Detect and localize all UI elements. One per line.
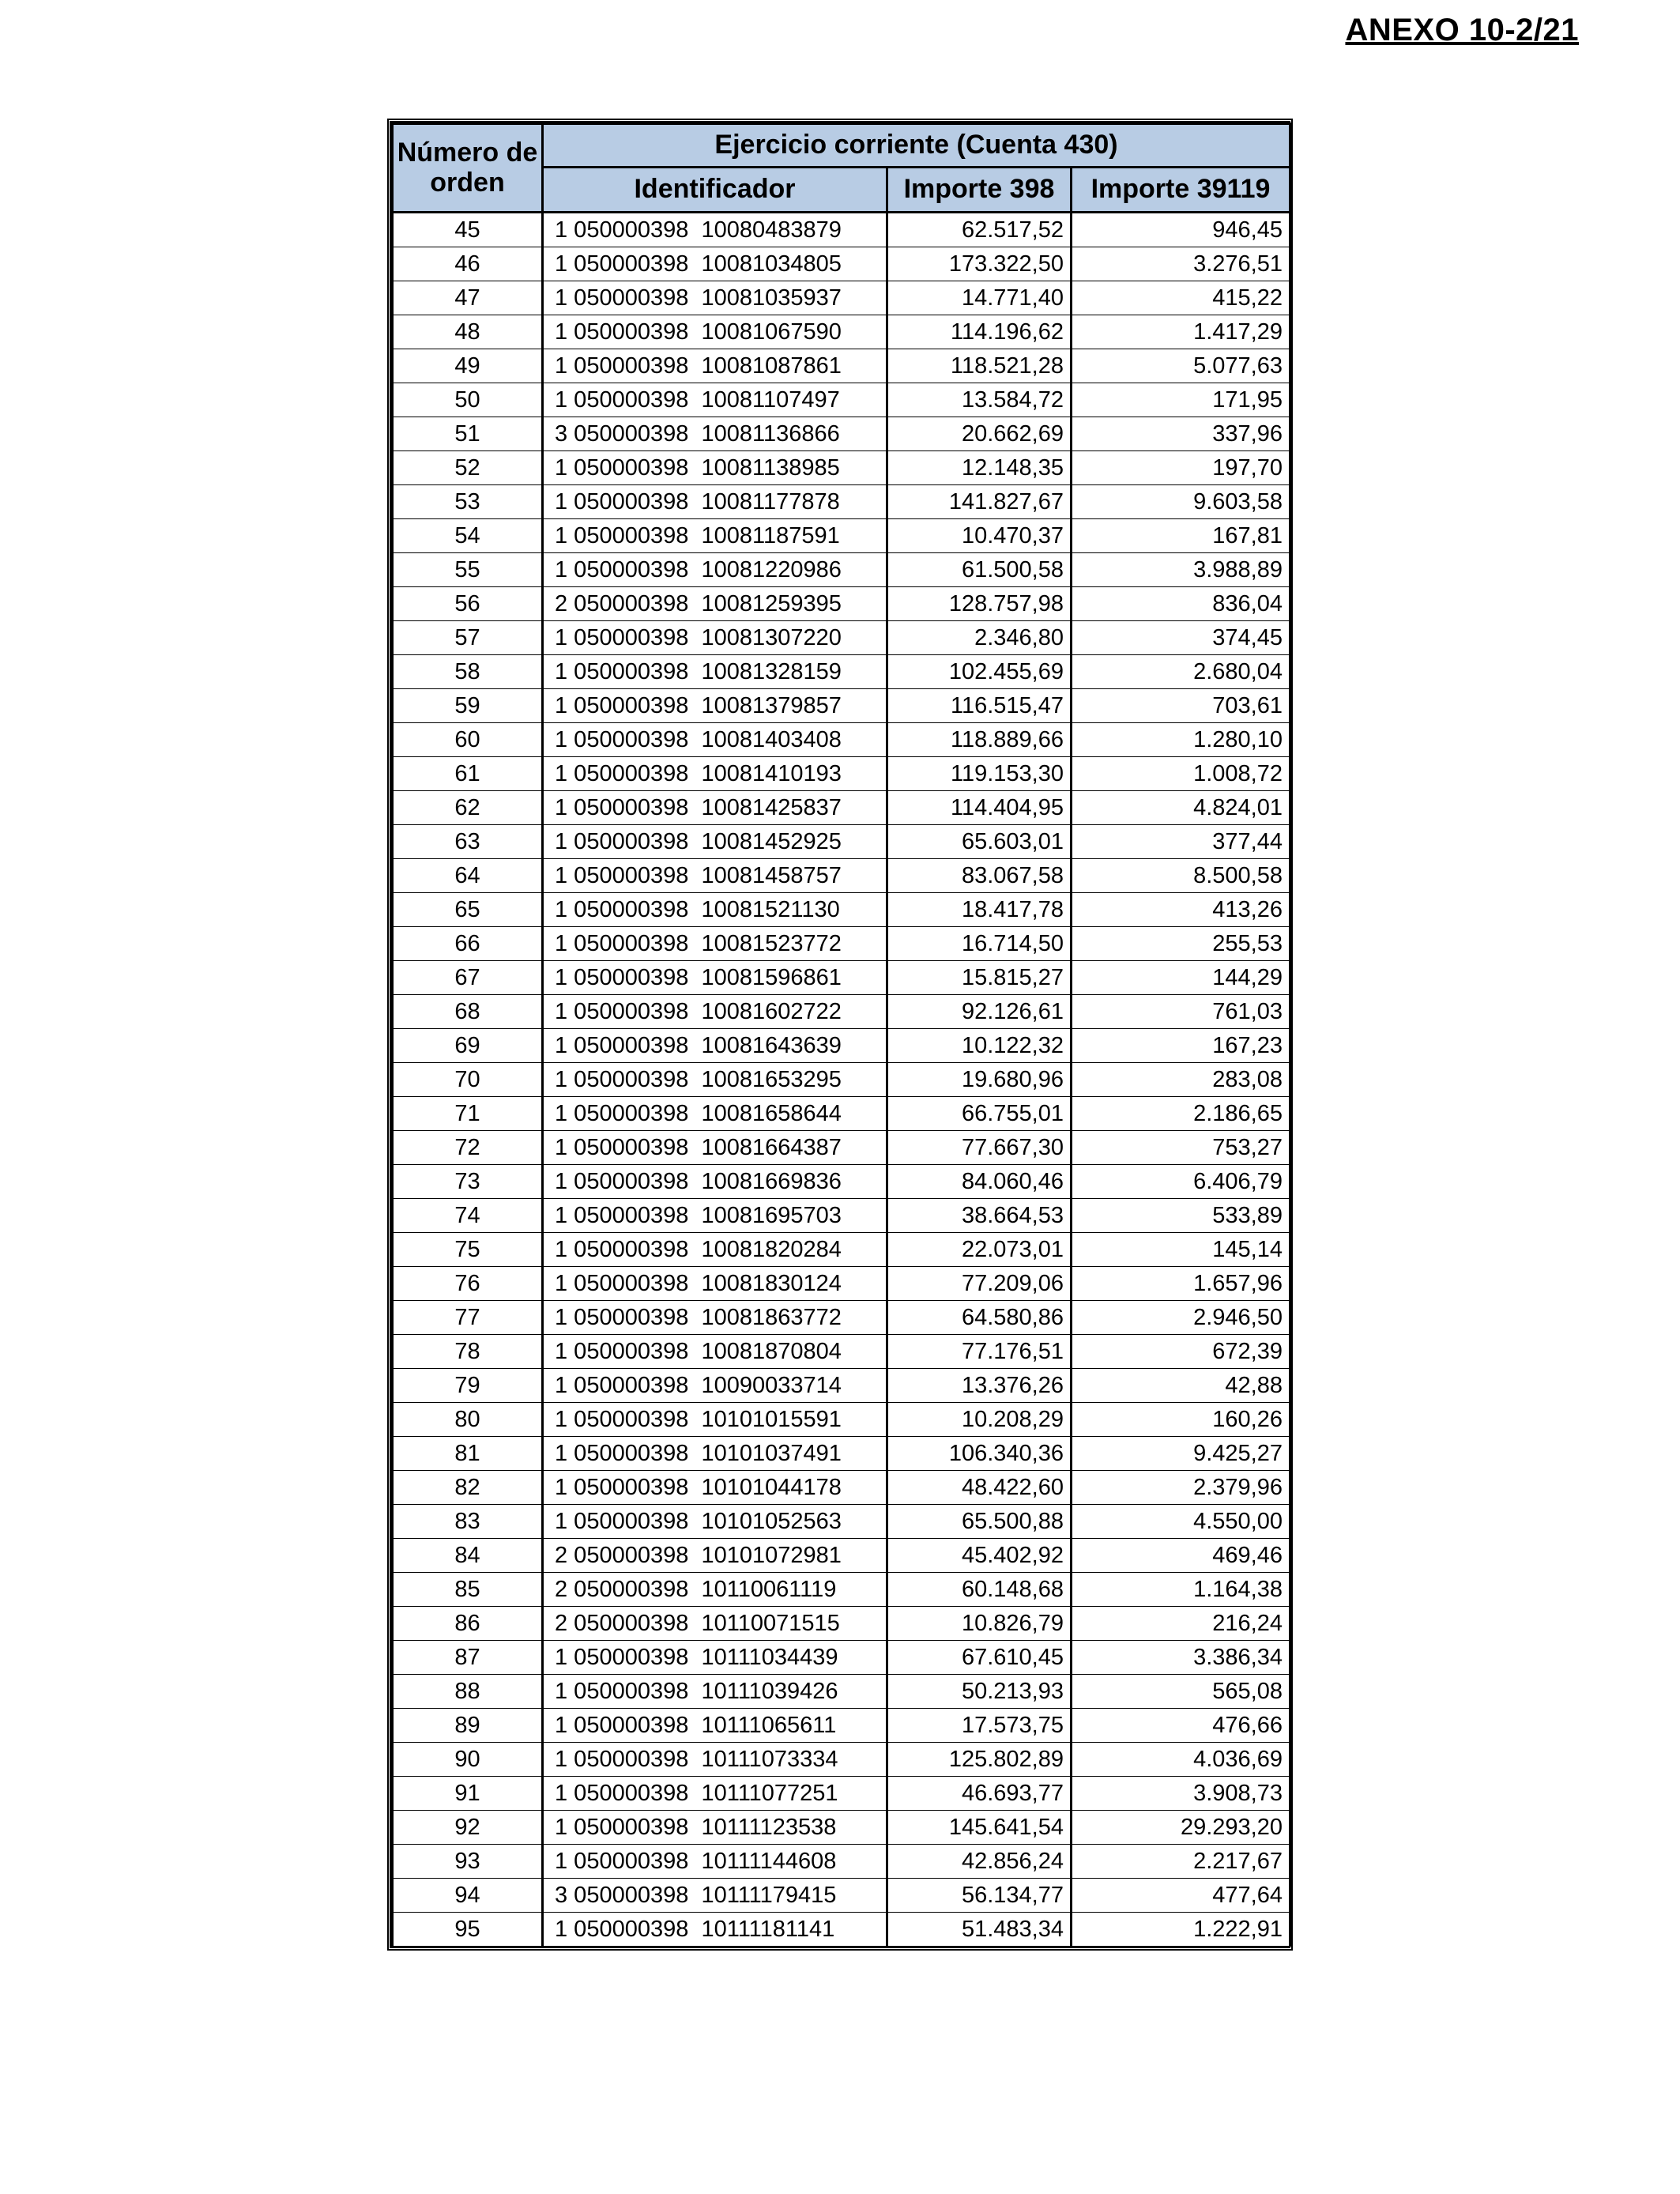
order-number-cell: 73	[393, 1165, 543, 1199]
identificador-cell: 1 050000398 10081107497	[543, 383, 887, 417]
identificador-cell: 1 050000398 10081410193	[543, 757, 887, 791]
importe-39119-cell: 145,14	[1072, 1233, 1290, 1267]
importe-39119-cell: 216,24	[1072, 1607, 1290, 1641]
importe-39119-cell: 672,39	[1072, 1335, 1290, 1369]
importe-398-cell: 145.641,54	[887, 1811, 1072, 1845]
importe-39119-cell: 476,66	[1072, 1709, 1290, 1743]
order-number-cell: 54	[393, 519, 543, 553]
importe-398-cell: 116.515,47	[887, 689, 1072, 723]
identificador-cell: 1 050000398 10081643639	[543, 1029, 887, 1063]
table-row	[393, 1369, 1290, 1403]
importe-39119-cell: 1.417,29	[1072, 315, 1290, 349]
identificador-cell: 1 050000398 10111034439	[543, 1641, 887, 1675]
table-row	[393, 961, 1290, 995]
importe-39119-cell: 565,08	[1072, 1675, 1290, 1709]
importe-39119-cell: 1.280,10	[1072, 723, 1290, 757]
order-number-cell: 57	[393, 621, 543, 655]
header-group-ejercicio: Ejercicio corriente (Cuenta 430)	[543, 124, 1290, 168]
importe-398-cell: 19.680,96	[887, 1063, 1072, 1097]
order-number-cell: 63	[393, 825, 543, 859]
order-number-cell: 75	[393, 1233, 543, 1267]
importe-39119-cell: 167,81	[1072, 519, 1290, 553]
order-number-cell: 88	[393, 1675, 543, 1709]
importe-398-cell: 17.573,75	[887, 1709, 1072, 1743]
importe-39119-cell: 703,61	[1072, 689, 1290, 723]
importe-39119-cell: 144,29	[1072, 961, 1290, 995]
identificador-cell: 1 050000398 10081602722	[543, 995, 887, 1029]
accounts-table	[391, 123, 1291, 1947]
importe-398-cell: 92.126,61	[887, 995, 1072, 1029]
importe-398-cell: 16.714,50	[887, 927, 1072, 961]
identificador-cell: 1 050000398 10101037491	[543, 1437, 887, 1471]
order-number-cell: 59	[393, 689, 543, 723]
importe-398-cell: 118.889,66	[887, 723, 1072, 757]
importe-398-cell: 62.517,52	[887, 213, 1072, 247]
identificador-cell: 1 050000398 10081596861	[543, 961, 887, 995]
importe-39119-cell: 3.276,51	[1072, 247, 1290, 281]
importe-39119-cell: 5.077,63	[1072, 349, 1290, 383]
identificador-cell: 1 050000398 10081403408	[543, 723, 887, 757]
table-row	[393, 621, 1290, 655]
importe-398-cell: 10.122,32	[887, 1029, 1072, 1063]
order-number-cell: 93	[393, 1845, 543, 1879]
importe-39119-cell: 4.824,01	[1072, 791, 1290, 825]
order-number-cell: 90	[393, 1743, 543, 1777]
identificador-cell: 1 050000398 10081695703	[543, 1199, 887, 1233]
order-number-cell: 53	[393, 485, 543, 519]
header-order-number: Número de orden	[393, 124, 543, 213]
importe-398-cell: 128.757,98	[887, 587, 1072, 621]
table-row	[393, 281, 1290, 315]
table-row	[393, 1165, 1290, 1199]
order-number-cell: 67	[393, 961, 543, 995]
order-number-cell: 86	[393, 1607, 543, 1641]
importe-39119-cell: 29.293,20	[1072, 1811, 1290, 1845]
identificador-cell: 1 050000398 10111077251	[543, 1777, 887, 1811]
order-number-cell: 64	[393, 859, 543, 893]
order-number-cell: 48	[393, 315, 543, 349]
table-row	[393, 315, 1290, 349]
importe-398-cell: 12.148,35	[887, 451, 1072, 485]
order-number-cell: 80	[393, 1403, 543, 1437]
order-number-cell: 50	[393, 383, 543, 417]
order-number-cell: 55	[393, 553, 543, 587]
importe-398-cell: 66.755,01	[887, 1097, 1072, 1131]
header-identificador: Identificador	[543, 168, 887, 213]
importe-398-cell: 10.208,29	[887, 1403, 1072, 1437]
identificador-cell: 1 050000398 10081067590	[543, 315, 887, 349]
identificador-cell: 1 050000398 10081087861	[543, 349, 887, 383]
order-number-cell: 68	[393, 995, 543, 1029]
identificador-cell: 1 050000398 10081187591	[543, 519, 887, 553]
table-row	[393, 1063, 1290, 1097]
table-row	[393, 927, 1290, 961]
identificador-cell: 1 050000398 10081664387	[543, 1131, 887, 1165]
table-row	[393, 485, 1290, 519]
table-row	[393, 893, 1290, 927]
table-row	[393, 1097, 1290, 1131]
table-row	[393, 1437, 1290, 1471]
importe-398-cell: 15.815,27	[887, 961, 1072, 995]
importe-39119-cell: 533,89	[1072, 1199, 1290, 1233]
table-row	[393, 1743, 1290, 1777]
importe-39119-cell: 3.908,73	[1072, 1777, 1290, 1811]
identificador-cell: 1 050000398 10101015591	[543, 1403, 887, 1437]
identificador-cell: 3 050000398 10081136866	[543, 417, 887, 451]
order-number-cell: 56	[393, 587, 543, 621]
table-row	[393, 1505, 1290, 1539]
order-number-cell: 77	[393, 1301, 543, 1335]
identificador-cell: 1 050000398 10111123538	[543, 1811, 887, 1845]
table-row	[393, 1709, 1290, 1743]
order-number-cell: 85	[393, 1573, 543, 1607]
order-number-cell: 61	[393, 757, 543, 791]
importe-39119-cell: 1.222,91	[1072, 1913, 1290, 1947]
importe-39119-cell: 9.425,27	[1072, 1437, 1290, 1471]
order-number-cell: 83	[393, 1505, 543, 1539]
importe-39119-cell: 413,26	[1072, 893, 1290, 927]
importe-398-cell: 45.402,92	[887, 1539, 1072, 1573]
order-number-cell: 79	[393, 1369, 543, 1403]
importe-39119-cell: 9.603,58	[1072, 485, 1290, 519]
identificador-cell: 1 050000398 10081521130	[543, 893, 887, 927]
table-row	[393, 247, 1290, 281]
order-number-cell: 92	[393, 1811, 543, 1845]
importe-398-cell: 83.067,58	[887, 859, 1072, 893]
importe-398-cell: 50.213,93	[887, 1675, 1072, 1709]
table-row	[393, 553, 1290, 587]
identificador-cell: 1 050000398 10081653295	[543, 1063, 887, 1097]
importe-398-cell: 102.455,69	[887, 655, 1072, 689]
table-row	[393, 349, 1290, 383]
importe-398-cell: 84.060,46	[887, 1165, 1072, 1199]
table-row	[393, 655, 1290, 689]
order-number-cell: 78	[393, 1335, 543, 1369]
importe-39119-cell: 2.946,50	[1072, 1301, 1290, 1335]
importe-39119-cell: 836,04	[1072, 587, 1290, 621]
identificador-cell: 1 050000398 10081379857	[543, 689, 887, 723]
identificador-cell: 1 050000398 10111073334	[543, 1743, 887, 1777]
table-row	[393, 1267, 1290, 1301]
order-number-cell: 46	[393, 247, 543, 281]
identificador-cell: 2 050000398 10101072981	[543, 1539, 887, 1573]
table-row	[393, 1199, 1290, 1233]
identificador-cell: 1 050000398 10081870804	[543, 1335, 887, 1369]
importe-39119-cell: 2.379,96	[1072, 1471, 1290, 1505]
identificador-cell: 1 050000398 10081830124	[543, 1267, 887, 1301]
order-number-cell: 62	[393, 791, 543, 825]
table-row	[393, 383, 1290, 417]
importe-398-cell: 46.693,77	[887, 1777, 1072, 1811]
importe-39119-cell: 761,03	[1072, 995, 1290, 1029]
importe-39119-cell: 3.386,34	[1072, 1641, 1290, 1675]
importe-39119-cell: 1.164,38	[1072, 1573, 1290, 1607]
order-number-cell: 47	[393, 281, 543, 315]
order-number-cell: 74	[393, 1199, 543, 1233]
importe-398-cell: 173.322,50	[887, 247, 1072, 281]
importe-398-cell: 60.148,68	[887, 1573, 1072, 1607]
importe-398-cell: 114.196,62	[887, 315, 1072, 349]
identificador-cell: 1 050000398 10111144608	[543, 1845, 887, 1879]
identificador-cell: 1 050000398 10111181141	[543, 1913, 887, 1947]
identificador-cell: 1 050000398 10111065611	[543, 1709, 887, 1743]
order-number-cell: 52	[393, 451, 543, 485]
table-body	[393, 213, 1290, 1947]
order-number-cell: 60	[393, 723, 543, 757]
header-importe-39119: Importe 39119	[1072, 168, 1290, 213]
importe-398-cell: 10.470,37	[887, 519, 1072, 553]
importe-39119-cell: 753,27	[1072, 1131, 1290, 1165]
identificador-cell: 1 050000398 10081034805	[543, 247, 887, 281]
importe-398-cell: 77.176,51	[887, 1335, 1072, 1369]
importe-398-cell: 77.667,30	[887, 1131, 1072, 1165]
table-row	[393, 1539, 1290, 1573]
identificador-cell: 1 050000398 10081328159	[543, 655, 887, 689]
identificador-cell: 1 050000398 10101044178	[543, 1471, 887, 1505]
table-row	[393, 791, 1290, 825]
importe-398-cell: 20.662,69	[887, 417, 1072, 451]
identificador-cell: 1 050000398 10090033714	[543, 1369, 887, 1403]
table-row	[393, 213, 1290, 247]
identificador-cell: 1 050000398 10081138985	[543, 451, 887, 485]
table-row	[393, 1845, 1290, 1879]
table-row	[393, 1335, 1290, 1369]
importe-39119-cell: 946,45	[1072, 213, 1290, 247]
importe-398-cell: 77.209,06	[887, 1267, 1072, 1301]
table-row	[393, 451, 1290, 485]
order-number-cell: 70	[393, 1063, 543, 1097]
importe-39119-cell: 2.680,04	[1072, 655, 1290, 689]
importe-39119-cell: 6.406,79	[1072, 1165, 1290, 1199]
importe-39119-cell: 160,26	[1072, 1403, 1290, 1437]
order-number-cell: 81	[393, 1437, 543, 1471]
order-number-cell: 91	[393, 1777, 543, 1811]
order-number-cell: 95	[393, 1913, 543, 1947]
table-row	[393, 825, 1290, 859]
table-row	[393, 1471, 1290, 1505]
order-number-cell: 65	[393, 893, 543, 927]
importe-39119-cell: 197,70	[1072, 451, 1290, 485]
table-row	[393, 1777, 1290, 1811]
importe-39119-cell: 477,64	[1072, 1879, 1290, 1913]
order-number-cell: 76	[393, 1267, 543, 1301]
importe-39119-cell: 42,88	[1072, 1369, 1290, 1403]
identificador-cell: 1 050000398 10081220986	[543, 553, 887, 587]
importe-398-cell: 61.500,58	[887, 553, 1072, 587]
annex-label: ANEXO 10-2/21	[1345, 13, 1579, 47]
table-row	[393, 519, 1290, 553]
order-number-cell: 69	[393, 1029, 543, 1063]
order-number-cell: 58	[393, 655, 543, 689]
table-row	[393, 1913, 1290, 1947]
importe-398-cell: 48.422,60	[887, 1471, 1072, 1505]
table-row	[393, 1641, 1290, 1675]
importe-398-cell: 14.771,40	[887, 281, 1072, 315]
importe-398-cell: 13.376,26	[887, 1369, 1072, 1403]
importe-398-cell: 13.584,72	[887, 383, 1072, 417]
identificador-cell: 1 050000398 10081452925	[543, 825, 887, 859]
order-number-cell: 82	[393, 1471, 543, 1505]
identificador-cell: 1 050000398 10081307220	[543, 621, 887, 655]
identificador-cell: 1 050000398 10081820284	[543, 1233, 887, 1267]
importe-39119-cell: 171,95	[1072, 383, 1290, 417]
table-row	[393, 1811, 1290, 1845]
importe-39119-cell: 4.550,00	[1072, 1505, 1290, 1539]
order-number-cell: 45	[393, 213, 543, 247]
data-table-frame	[387, 119, 1293, 1951]
importe-39119-cell: 283,08	[1072, 1063, 1290, 1097]
importe-39119-cell: 167,23	[1072, 1029, 1290, 1063]
importe-39119-cell: 3.988,89	[1072, 553, 1290, 587]
identificador-cell: 1 050000398 10081863772	[543, 1301, 887, 1335]
table-row	[393, 1301, 1290, 1335]
importe-398-cell: 42.856,24	[887, 1845, 1072, 1879]
importe-39119-cell: 255,53	[1072, 927, 1290, 961]
identificador-cell: 1 050000398 10081458757	[543, 859, 887, 893]
importe-398-cell: 119.153,30	[887, 757, 1072, 791]
importe-398-cell: 67.610,45	[887, 1641, 1072, 1675]
importe-39119-cell: 1.008,72	[1072, 757, 1290, 791]
importe-39119-cell: 377,44	[1072, 825, 1290, 859]
importe-39119-cell: 415,22	[1072, 281, 1290, 315]
table-row	[393, 1403, 1290, 1437]
order-number-cell: 66	[393, 927, 543, 961]
importe-398-cell: 18.417,78	[887, 893, 1072, 927]
identificador-cell: 1 050000398 10101052563	[543, 1505, 887, 1539]
importe-39119-cell: 4.036,69	[1072, 1743, 1290, 1777]
importe-39119-cell: 1.657,96	[1072, 1267, 1290, 1301]
header-importe-398: Importe 398	[887, 168, 1072, 213]
table-row	[393, 1573, 1290, 1607]
order-number-cell: 51	[393, 417, 543, 451]
order-number-cell: 84	[393, 1539, 543, 1573]
importe-39119-cell: 8.500,58	[1072, 859, 1290, 893]
order-number-cell: 89	[393, 1709, 543, 1743]
identificador-cell: 2 050000398 10110061119	[543, 1573, 887, 1607]
identificador-cell: 1 050000398 10081177878	[543, 485, 887, 519]
order-number-cell: 72	[393, 1131, 543, 1165]
importe-398-cell: 56.134,77	[887, 1879, 1072, 1913]
importe-398-cell: 2.346,80	[887, 621, 1072, 655]
identificador-cell: 1 050000398 10081658644	[543, 1097, 887, 1131]
table-row	[393, 1879, 1290, 1913]
table-row	[393, 1675, 1290, 1709]
identificador-cell: 2 050000398 10081259395	[543, 587, 887, 621]
order-number-cell: 49	[393, 349, 543, 383]
importe-398-cell: 106.340,36	[887, 1437, 1072, 1471]
table-row	[393, 1233, 1290, 1267]
identificador-cell: 1 050000398 10081425837	[543, 791, 887, 825]
identificador-cell: 1 050000398 10081523772	[543, 927, 887, 961]
importe-398-cell: 10.826,79	[887, 1607, 1072, 1641]
identificador-cell: 3 050000398 10111179415	[543, 1879, 887, 1913]
table-row	[393, 859, 1290, 893]
table-row	[393, 995, 1290, 1029]
order-number-cell: 87	[393, 1641, 543, 1675]
importe-398-cell: 22.073,01	[887, 1233, 1072, 1267]
importe-398-cell: 114.404,95	[887, 791, 1072, 825]
importe-398-cell: 118.521,28	[887, 349, 1072, 383]
order-number-cell: 71	[393, 1097, 543, 1131]
importe-398-cell: 65.500,88	[887, 1505, 1072, 1539]
identificador-cell: 1 050000398 10081669836	[543, 1165, 887, 1199]
table-row	[393, 417, 1290, 451]
table-row	[393, 757, 1290, 791]
table-row	[393, 689, 1290, 723]
importe-398-cell: 125.802,89	[887, 1743, 1072, 1777]
table-row	[393, 723, 1290, 757]
importe-39119-cell: 2.217,67	[1072, 1845, 1290, 1879]
identificador-cell: 2 050000398 10110071515	[543, 1607, 887, 1641]
importe-39119-cell: 2.186,65	[1072, 1097, 1290, 1131]
table-row	[393, 1607, 1290, 1641]
order-number-cell: 94	[393, 1879, 543, 1913]
table-row	[393, 1029, 1290, 1063]
importe-398-cell: 64.580,86	[887, 1301, 1072, 1335]
identificador-cell: 1 050000398 10080483879	[543, 213, 887, 247]
table-row	[393, 587, 1290, 621]
importe-39119-cell: 374,45	[1072, 621, 1290, 655]
identificador-cell: 1 050000398 10081035937	[543, 281, 887, 315]
importe-39119-cell: 337,96	[1072, 417, 1290, 451]
importe-39119-cell: 469,46	[1072, 1539, 1290, 1573]
table-row	[393, 1131, 1290, 1165]
importe-398-cell: 65.603,01	[887, 825, 1072, 859]
identificador-cell: 1 050000398 10111039426	[543, 1675, 887, 1709]
importe-398-cell: 51.483,34	[887, 1913, 1072, 1947]
importe-398-cell: 141.827,67	[887, 485, 1072, 519]
importe-398-cell: 38.664,53	[887, 1199, 1072, 1233]
